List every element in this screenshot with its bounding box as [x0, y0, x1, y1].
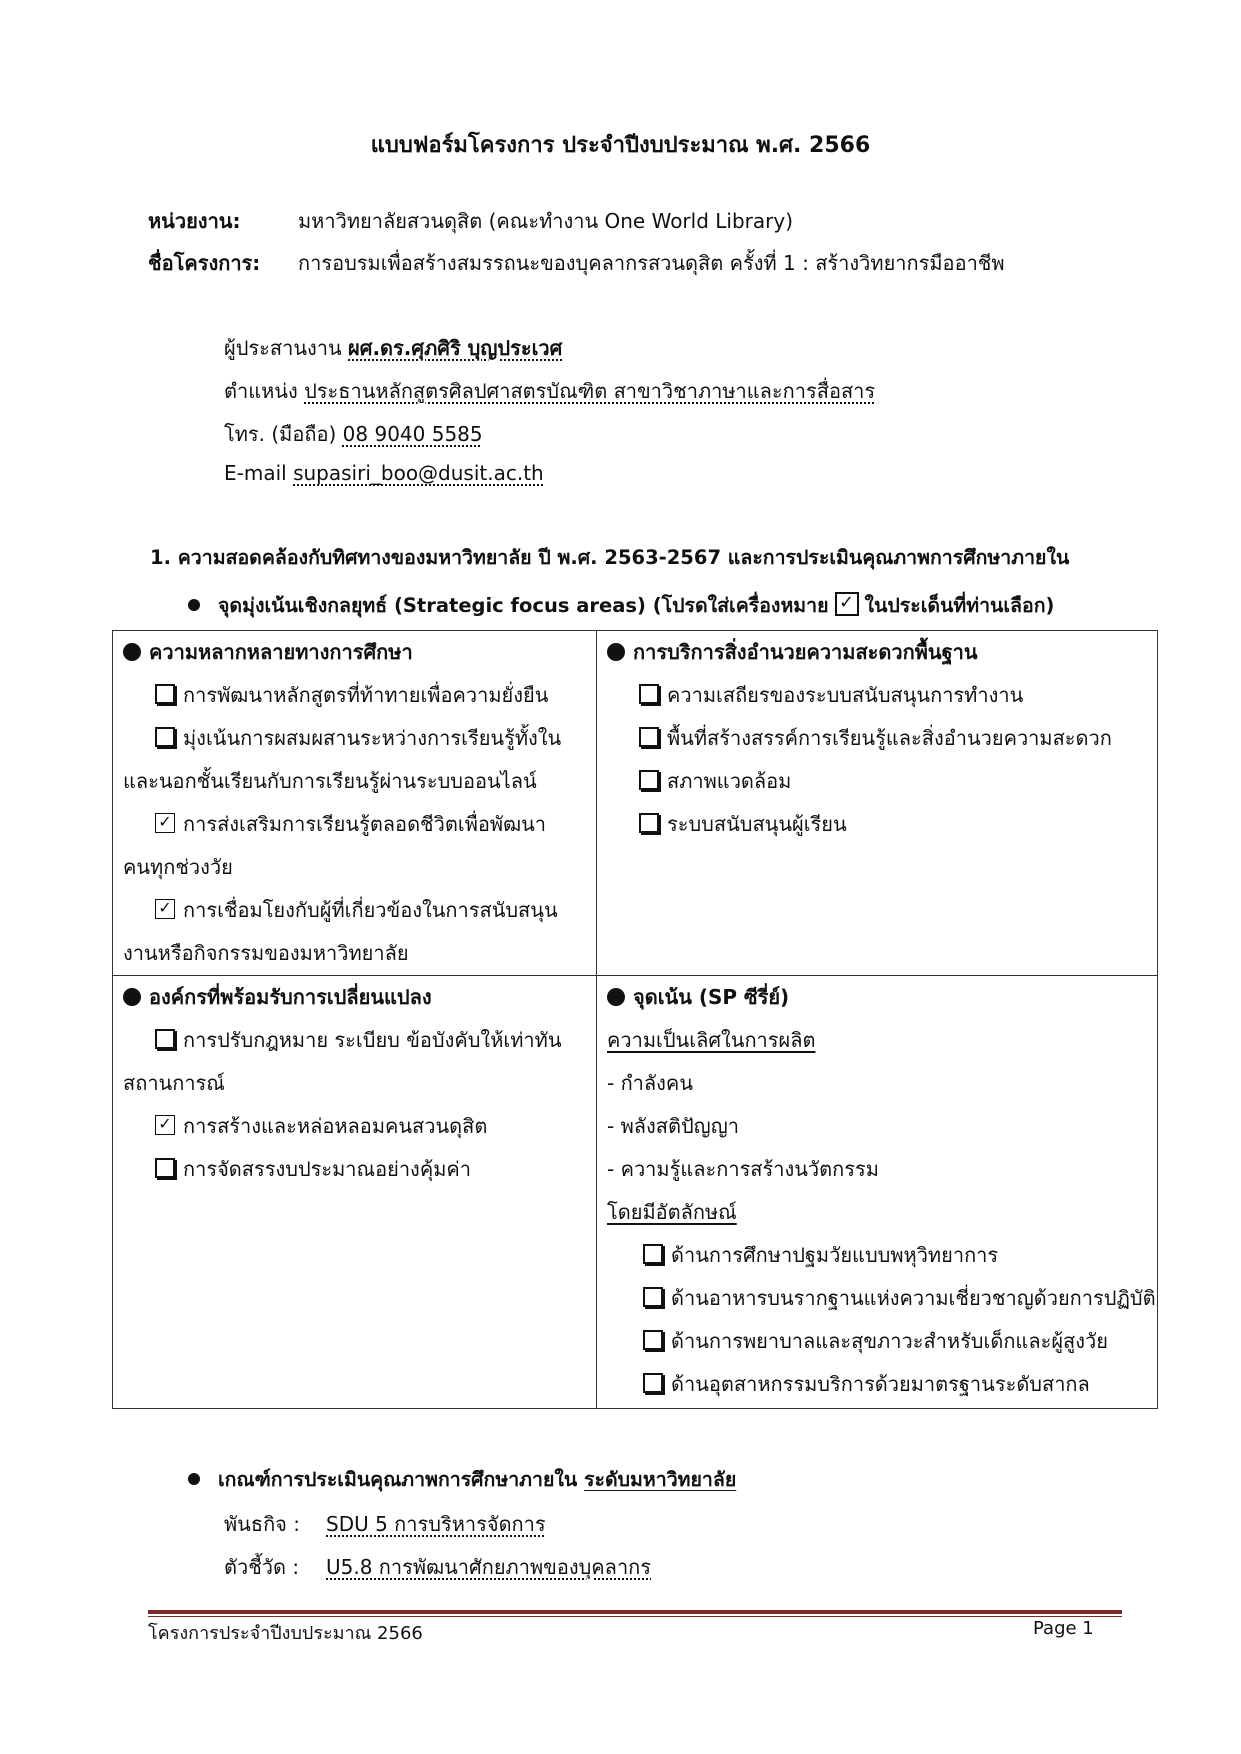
email-line: [224, 461, 544, 485]
focus-subheading-1: ความเป็นเลิศในการผลิต: [607, 1028, 816, 1052]
cell-facilities: [597, 631, 1158, 976]
bullet-icon: [607, 643, 625, 661]
change-item-2: ✓ การสร้างและหล่อหลอมคนสวนดุสิต: [113, 1105, 596, 1148]
coordinator-name: ผศ.ดร.ศุภศิริ บุญประเวศ: [348, 336, 563, 360]
position-line: [224, 375, 875, 407]
diversity-item-1: การพัฒนาหลักสูตรที่ท้าทายเพื่อความยั่งยืน: [113, 674, 596, 717]
strategic-line: [188, 590, 1054, 621]
page-number: Page 1: [1033, 1618, 1094, 1639]
footer-divider: [148, 1610, 1122, 1614]
focus-item-2: ด้านอาหารบนรากฐานแห่งความเชี่ยวชาญด้วยการปฏิบัติ: [597, 1277, 1157, 1320]
checkbox-icon[interactable]: [643, 1287, 663, 1307]
checkbox-icon[interactable]: [155, 1029, 175, 1049]
bullet-icon: [607, 988, 625, 1006]
checkbox-icon[interactable]: [643, 1330, 663, 1350]
focus-heading: จุดเน้น (SP ซีรี่ย์): [597, 976, 1157, 1019]
cell-diversity: [113, 631, 597, 976]
change-item-1-cont: สถานการณ์: [123, 1071, 225, 1095]
phone-value: 08 9040 5585: [342, 422, 483, 446]
strategic-table: [112, 630, 1158, 1409]
focus-line-3: - ความรู้และการสร้างนวัตกรรม: [607, 1157, 879, 1181]
diversity-item-4: ✓ การเชื่อมโยงกับผู้ที่เกี่ยวข้องในการสนับสนุน: [113, 889, 596, 932]
agency-label: หน่วยงาน:: [148, 209, 241, 233]
strategic-prefix: จุดมุ่งเน้นเชิงกลยุทธ์ (Strategic focus areas) (โปรดใส่เครื่องหมาย: [218, 594, 829, 617]
coordinator-label: ผู้ประสานงาน: [224, 336, 342, 360]
footer-divider-thin: [148, 1616, 1122, 1617]
checkbox-icon[interactable]: [155, 727, 175, 747]
checkbox-icon[interactable]: [639, 770, 659, 790]
facilities-item-3: สภาพแวดล้อม: [597, 760, 1157, 803]
position-value: ประธานหลักสูตรศิลปศาสตรบัณฑิต สาขาวิชาภาษาและการสื่อสาร: [304, 379, 876, 403]
checkbox-checked-icon[interactable]: ✓: [155, 1115, 175, 1135]
criteria-heading: เกณฑ์การประเมินคุณภาพการศึกษาภายใน ระดับมหาวิทยาลัย: [188, 1464, 736, 1495]
checkbox-icon[interactable]: [639, 813, 659, 833]
bullet-icon: [123, 988, 141, 1006]
criteria-level: ระดับมหาวิทยาลัย: [584, 1468, 737, 1491]
focus-subheading-2: โดยมีอัตลักษณ์: [607, 1200, 737, 1224]
agency-value: มหาวิทยาลัยสวนดุสิต (คณะทำงาน One World Library): [298, 209, 793, 233]
coordinator-line: [224, 332, 562, 364]
project-value: การอบรมเพื่อสร้างสมรรถนะของบุคลากรสวนดุสิต ครั้งที่ 1 : สร้างวิทยากรมืออาชีพ: [298, 251, 1005, 275]
focus-line-1: - กำลังคน: [607, 1071, 693, 1095]
checkbox-icon[interactable]: [155, 684, 175, 704]
checkbox-checked-icon[interactable]: ✓: [155, 899, 175, 919]
checkbox-icon[interactable]: [155, 1158, 175, 1178]
diversity-item-2: มุ่งเน้นการผสมผสานระหว่างการเรียนรู้ทั้งใน: [113, 717, 596, 760]
focus-item-4: ด้านอุตสาหกรรมบริการด้วยมาตรฐานระดับสากล: [597, 1363, 1157, 1406]
cell-change: [113, 976, 597, 1409]
facilities-item-1: ความเสถียรของระบบสนับสนุนการทำงาน: [597, 674, 1157, 717]
mission-label: พันธกิจ :: [224, 1512, 300, 1536]
page-title: แบบฟอร์มโครงการ ประจำปีงบประมาณ พ.ศ. 2566: [370, 133, 871, 158]
checkbox-icon[interactable]: [643, 1244, 663, 1264]
checkbox-icon[interactable]: [639, 684, 659, 704]
cell-focus: [597, 976, 1158, 1409]
checkbox-icon[interactable]: [639, 727, 659, 747]
phone-label: โทร. (มือถือ): [224, 422, 337, 446]
facilities-item-4: ระบบสนับสนุนผู้เรียน: [597, 803, 1157, 846]
diversity-item-3: ✓ การส่งเสริมการเรียนรู้ตลอดชีวิตเพื่อพัฒนา: [113, 803, 596, 846]
checkbox-checked-icon[interactable]: ✓: [155, 813, 175, 833]
diversity-item-4-cont: งานหรือกิจกรรมของมหาวิทยาลัย: [123, 941, 409, 965]
bullet-icon: [188, 599, 200, 611]
diversity-heading: ความหลากหลายทางการศึกษา: [113, 631, 596, 674]
email-label: E-mail: [224, 461, 287, 485]
indicator-label: ตัวชี้วัด :: [224, 1555, 300, 1579]
phone-line: [224, 418, 483, 450]
mission-value: SDU 5 การบริหารจัดการ: [326, 1512, 546, 1536]
change-heading: องค์กรที่พร้อมรับการเปลี่ยนแปลง: [113, 976, 596, 1019]
bullet-icon: [188, 1473, 200, 1485]
checkbox-checked-icon: ✓: [835, 592, 859, 616]
change-item-3: การจัดสรรงบประมาณอย่างคุ้มค่า: [113, 1148, 596, 1191]
diversity-item-3-cont: คนทุกช่วงวัย: [123, 855, 233, 879]
position-label: ตำแหน่ง: [224, 379, 298, 403]
change-item-1: การปรับกฎหมาย ระเบียบ ข้อบังคับให้เท่าทัน: [113, 1019, 596, 1062]
indicator-value: U5.8 การพัฒนาศักยภาพของบุคลากร: [326, 1555, 652, 1579]
strategic-suffix: ในประเด็นที่ท่านเลือก): [864, 594, 1055, 617]
diversity-item-2-cont: และนอกชั้นเรียนกับการเรียนรู้ผ่านระบบออนไลน์: [123, 769, 537, 793]
facilities-heading: การบริการสิ่งอำนวยความสะดวกพื้นฐาน: [597, 631, 1157, 674]
focus-item-3: ด้านการพยาบาลและสุขภาวะสำหรับเด็กและผู้สูงวัย: [597, 1320, 1157, 1363]
facilities-item-2: พื้นที่สร้างสรรค์การเรียนรู้และสิ่งอำนวยความสะดวก: [597, 717, 1157, 760]
checkbox-icon[interactable]: [643, 1373, 663, 1393]
focus-item-1: ด้านการศึกษาปฐมวัยแบบพหุวิทยาการ: [597, 1234, 1157, 1277]
focus-line-2: - พลังสติปัญญา: [607, 1114, 739, 1138]
bullet-icon: [123, 643, 141, 661]
email-value[interactable]: supasiri_boo@dusit.ac.th: [293, 461, 544, 485]
section1-heading: 1. ความสอดคล้องกับทิศทางของมหาวิทยาลัย ปี พ.ศ. 2563-2567 และการประเมินคุณภาพการศึกษาภายใน: [150, 546, 1070, 569]
footer-left: โครงการประจำปีงบประมาณ 2566: [148, 1623, 423, 1644]
project-label: ชื่อโครงการ:: [148, 251, 261, 275]
